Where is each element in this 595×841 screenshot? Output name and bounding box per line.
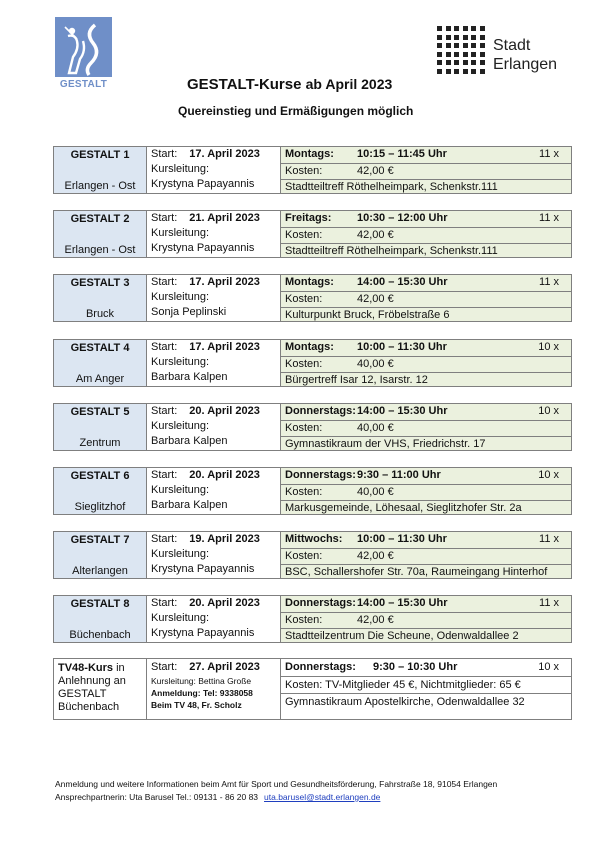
grid-square: [471, 60, 476, 65]
title-rest: ab April 2023: [305, 76, 393, 92]
course-name: GESTALT 4: [70, 342, 130, 354]
course-cost: 42,00 €: [357, 550, 394, 562]
tv48-day: Donnerstags:: [285, 661, 356, 673]
course-box: [53, 595, 572, 643]
course-info-cell: [147, 340, 281, 386]
course-day: Montags:: [285, 341, 334, 353]
grid-square: [480, 60, 485, 65]
course-leader: Barbara Kalpen: [151, 371, 228, 383]
city-logo-line1: Stadt: [493, 37, 531, 54]
grid-square: [480, 52, 485, 57]
course-box: [53, 403, 572, 451]
course-name: GESTALT 8: [70, 598, 130, 610]
course-info-cell: [147, 468, 281, 514]
erlangen-grid-icon: [437, 26, 487, 76]
course-count: 11 x: [539, 597, 559, 609]
course-location: Alterlangen: [72, 565, 128, 577]
footer-line1: Anmeldung und weitere Informationen beim Amt für Sport und Gesundheitsförderung, Fahrstraße 18, 91054 Erlangen: [55, 779, 498, 789]
course-leader: Krystyna Papayannis: [151, 242, 255, 254]
grid-square: [437, 35, 442, 40]
course-cost: 42,00 €: [357, 293, 394, 305]
course-info-cell: [147, 211, 281, 257]
cost-label: Kosten:: [285, 550, 323, 562]
grid-square: [471, 52, 476, 57]
grid-square: [454, 52, 459, 57]
grid-square: [463, 69, 468, 74]
grid-square: [446, 52, 451, 57]
course-schedule-cell: [281, 211, 571, 257]
grid-square: [454, 43, 459, 48]
start-label: Start:: [151, 212, 178, 224]
course-cost: 40,00 €: [357, 486, 394, 498]
tv48-cost: Kosten: TV-Mitglieder 45 €, Nichtmitglieder: 65 €: [281, 676, 571, 693]
grid-square: [480, 35, 485, 40]
cost-label: Kosten:: [285, 486, 323, 498]
cost-label: Kosten:: [285, 358, 323, 370]
course-location: Bruck: [85, 308, 115, 320]
grid-square: [480, 43, 485, 48]
course-count: 11 x: [539, 276, 559, 288]
course-location: Büchenbach: [69, 629, 131, 641]
course-info-cell: [147, 147, 281, 193]
course-time: 14:00 – 15:30 Uhr: [357, 405, 448, 417]
grid-square: [446, 26, 451, 31]
leader-label: Kursleitung:: [151, 420, 210, 432]
grid-square: [437, 69, 442, 74]
course-cost: 40,00 €: [357, 422, 394, 434]
start-label: Start:: [151, 597, 178, 609]
grid-square: [471, 35, 476, 40]
tv48-venue: Gymnastikraum Apostelkirche, Odenwaldallee 32: [281, 693, 571, 710]
course-info-cell: [147, 532, 281, 578]
grid-square: [463, 26, 468, 31]
course-start-date: 21. April 2023: [189, 212, 260, 224]
grid-square: [471, 26, 476, 31]
course-name: GESTALT 6: [70, 470, 130, 482]
course-leader: Krystyna Papayannis: [151, 178, 255, 190]
grid-square: [446, 60, 451, 65]
course-venue: Kulturpunkt Bruck, Fröbelstraße 6: [281, 307, 571, 321]
cost-label: Kosten:: [285, 165, 323, 177]
course-name-cell: [54, 596, 147, 642]
course-box: [53, 210, 572, 258]
footer: [55, 778, 497, 804]
course-count: 11 x: [539, 148, 559, 160]
course-cost: 42,00 €: [357, 165, 394, 177]
start-label: Start:: [151, 533, 178, 545]
course-time: 14:00 – 15:30 Uhr: [357, 276, 448, 288]
course-time: 14:00 – 15:30 Uhr: [357, 597, 448, 609]
course-box: [53, 339, 572, 387]
course-location: Am Anger: [75, 373, 125, 385]
course-start-date: 17. April 2023: [189, 276, 260, 288]
grid-square: [471, 43, 476, 48]
course-start-date: 17. April 2023: [189, 148, 260, 160]
stadt-erlangen-wordmark: [493, 36, 557, 74]
course-schedule-cell: [281, 275, 571, 321]
course-location: Erlangen - Ost: [64, 180, 136, 192]
course-name-cell: [54, 468, 147, 514]
start-label: Start:: [151, 276, 178, 288]
course-venue: Markusgemeinde, Löhesaal, Sieglitzhofer Str. 2a: [281, 500, 571, 514]
cost-label: Kosten:: [285, 229, 323, 241]
course-day: Montags:: [285, 148, 334, 160]
leader-label: Kursleitung:: [151, 356, 210, 368]
page-title: [187, 76, 392, 93]
tv48-schedule-cell: [281, 659, 571, 719]
course-count: 11 x: [539, 533, 559, 545]
course-leader: Barbara Kalpen: [151, 435, 228, 447]
footer-email-link[interactable]: uta.barusel@stadt.erlangen.de: [264, 792, 381, 802]
course-box: [53, 146, 572, 194]
tv48-contact-2: Beim TV 48, Fr. Scholz: [151, 700, 242, 710]
course-location: Zentrum: [79, 437, 121, 449]
course-count: 10 x: [538, 341, 559, 353]
course-venue: Stadtteiltreff Röthelheimpark, Schenkstr.111: [281, 243, 571, 257]
grid-square: [463, 43, 468, 48]
course-schedule-cell: [281, 596, 571, 642]
course-name: GESTALT 7: [70, 534, 130, 546]
course-day: Donnerstags:: [285, 597, 356, 609]
tv48-start-label: Start:: [151, 661, 178, 673]
city-logo-line2: Erlangen: [493, 56, 558, 73]
course-day: Montags:: [285, 276, 334, 288]
course-name-cell: [54, 532, 147, 578]
course-schedule-cell: [281, 147, 571, 193]
course-venue: Bürgertreff Isar 12, Isarstr. 12: [281, 372, 571, 386]
course-info-cell: [147, 404, 281, 450]
cost-label: Kosten:: [285, 614, 323, 626]
grid-square: [463, 52, 468, 57]
course-venue: Stadtteiltreff Röthelheimpark, Schenkstr.111: [281, 179, 571, 193]
grid-square: [437, 52, 442, 57]
leader-label: Kursleitung:: [151, 484, 210, 496]
tv48-name-bold: TV48-Kurs: [58, 662, 114, 674]
grid-square: [446, 35, 451, 40]
grid-square: [463, 60, 468, 65]
start-label: Start:: [151, 341, 178, 353]
course-schedule-cell: [281, 340, 571, 386]
tv48-count: 10 x: [538, 661, 559, 673]
course-start-date: 20. April 2023: [189, 469, 260, 481]
course-time: 10:00 – 11:30 Uhr: [357, 341, 447, 353]
course-info-cell: [147, 596, 281, 642]
course-venue: BSC, Schallershofer Str. 70a, Raumeingang Hinterhof: [281, 564, 571, 578]
course-day: Donnerstags:: [285, 469, 356, 481]
course-box: [53, 274, 572, 322]
course-time: 10:00 – 11:30 Uhr: [357, 533, 447, 545]
course-schedule-cell: [281, 532, 571, 578]
grid-square: [437, 43, 442, 48]
course-time: 10:15 – 11:45 Uhr: [357, 148, 447, 160]
course-count: 11 x: [539, 212, 559, 224]
course-name: GESTALT 2: [70, 213, 130, 225]
footer-contact: Ansprechpartnerin: Uta Barusel Tel.: 09131 - 86 20 83: [55, 792, 259, 802]
course-count: 10 x: [538, 469, 559, 481]
course-cost: 42,00 €: [357, 614, 394, 626]
course-cost: 42,00 €: [357, 229, 394, 241]
grid-square: [463, 35, 468, 40]
course-location: Sieglitzhof: [74, 501, 126, 513]
course-leader: Krystyna Papayannis: [151, 627, 255, 639]
grid-square: [437, 60, 442, 65]
tv48-contact: Anmeldung: Tel: 9338058: [151, 688, 253, 698]
course-location: Erlangen - Ost: [64, 244, 136, 256]
tv48-leader: Kursleitung: Bettina Große: [151, 676, 252, 686]
course-start-date: 20. April 2023: [189, 405, 260, 417]
grid-square: [480, 26, 485, 31]
course-time: 10:30 – 12:00 Uhr: [357, 212, 448, 224]
page-subtitle: Quereinstieg und Ermäßigungen möglich: [178, 104, 414, 118]
course-name: GESTALT 1: [70, 149, 130, 161]
cost-label: Kosten:: [285, 422, 323, 434]
grid-square: [454, 60, 459, 65]
start-label: Start:: [151, 405, 178, 417]
grid-square: [437, 26, 442, 31]
course-name-cell: [54, 275, 147, 321]
course-box: [53, 531, 572, 579]
course-schedule-cell: [281, 468, 571, 514]
gestalt-logo-label: GESTALT: [59, 79, 108, 90]
grid-square: [454, 26, 459, 31]
course-time: 9:30 – 11:00 Uhr: [357, 469, 441, 481]
tv48-time: 9:30 – 10:30 Uhr: [373, 661, 458, 673]
course-start-date: 17. April 2023: [189, 341, 260, 353]
course-day: Freitags:: [285, 212, 332, 224]
course-box: [53, 467, 572, 515]
stadt-erlangen-logo: [437, 26, 572, 76]
course-day: Donnerstags:: [285, 405, 356, 417]
course-count: 10 x: [538, 405, 559, 417]
course-name-cell: [54, 404, 147, 450]
course-name: GESTALT 5: [70, 406, 130, 418]
grid-square: [454, 69, 459, 74]
course-leader: Sonja Peplinski: [151, 306, 227, 318]
leader-label: Kursleitung:: [151, 227, 210, 239]
leader-label: Kursleitung:: [151, 548, 210, 560]
leader-label: Kursleitung:: [151, 291, 210, 303]
course-schedule-cell: [281, 404, 571, 450]
tv48-course-box: [53, 658, 572, 720]
tv48-name-cell: [54, 659, 147, 719]
course-venue: Gymnastikraum der VHS, Friedrichstr. 17: [281, 436, 571, 450]
course-name-cell: [54, 211, 147, 257]
leader-label: Kursleitung:: [151, 163, 210, 175]
grid-square: [471, 69, 476, 74]
grid-square: [454, 35, 459, 40]
grid-square: [446, 69, 451, 74]
tv48-start-date: 27. April 2023: [189, 661, 260, 673]
course-name-cell: [54, 340, 147, 386]
course-start-date: 19. April 2023: [189, 533, 260, 545]
start-label: Start:: [151, 148, 178, 160]
course-start-date: 20. April 2023: [189, 597, 260, 609]
course-name-cell: [54, 147, 147, 193]
tv48-name-rest: in Anlehnung an GESTALT Büchenbach: [58, 662, 126, 713]
gestalt-logo-figure-icon: [55, 17, 112, 77]
course-venue: Stadtteilzentrum Die Scheune, Odenwaldallee 2: [281, 628, 571, 642]
start-label: Start:: [151, 469, 178, 481]
tv48-info-cell: [147, 659, 281, 719]
title-bold: GESTALT-Kurse: [187, 76, 302, 93]
course-leader: Krystyna Papayannis: [151, 563, 255, 575]
course-info-cell: [147, 275, 281, 321]
gestalt-logo: [55, 17, 112, 92]
cost-label: Kosten:: [285, 293, 323, 305]
course-leader: Barbara Kalpen: [151, 499, 228, 511]
course-day: Mittwochs:: [285, 533, 343, 545]
grid-square: [480, 69, 485, 74]
leader-label: Kursleitung:: [151, 612, 210, 624]
course-cost: 40,00 €: [357, 358, 394, 370]
grid-square: [446, 43, 451, 48]
course-name: GESTALT 3: [70, 277, 130, 289]
